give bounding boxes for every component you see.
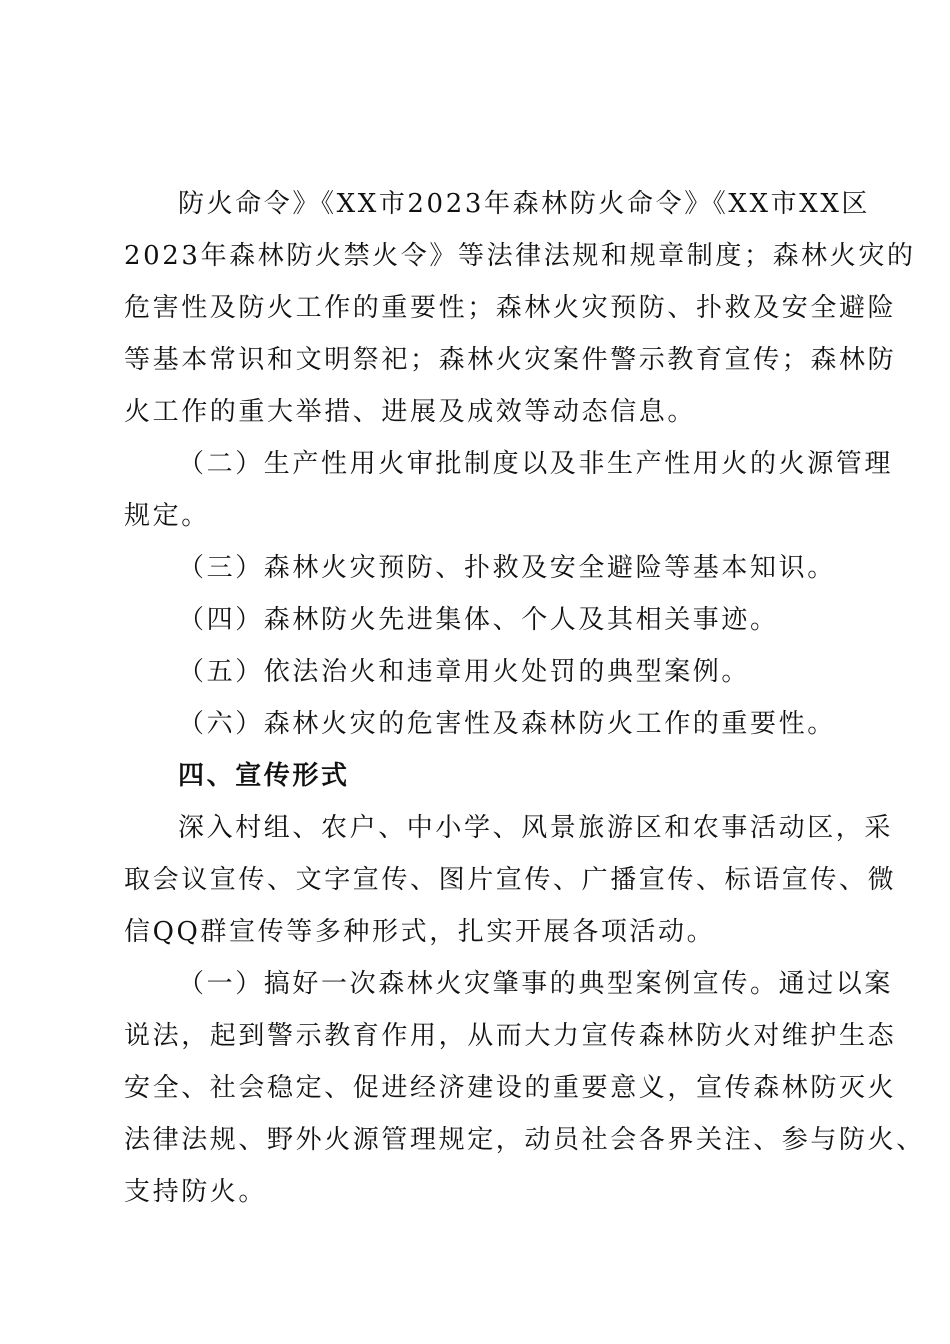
list-item-6: （六）森林火灾的危害性及森林防火工作的重要性。 [178, 709, 836, 739]
section-heading: 四、宣传形式 [178, 761, 350, 791]
text-line-2: 2023年森林防火禁火令》等法律法规和规章制度；森林火灾的 [124, 241, 916, 271]
subsection-line-3: 安全、社会稳定、促进经济建设的重要意义，宣传森林防灭火 [124, 1073, 897, 1103]
subsection-line-5: 支持防火。 [124, 1177, 268, 1207]
text-line-1: 防火命令》《XX市2023年森林防火命令》《XX市XX区 [178, 189, 871, 219]
text-line-5: 火工作的重大举措、进展及成效等动态信息。 [124, 397, 697, 427]
list-item-5: （五）依法治火和违章用火处罚的典型案例。 [178, 657, 751, 687]
subsection-line-2: 说法，起到警示教育作用，从而大力宣传森林防火对维护生态 [124, 1021, 897, 1051]
subsection-line-4: 法律法规、野外火源管理规定，动员社会各界关注、参与防火、 [124, 1125, 925, 1155]
text-line-3: 危害性及防火工作的重要性；森林火灾预防、扑救及安全避险 [124, 293, 897, 323]
document-body [124, 178, 925, 1218]
paragraph-line-3: 信QQ群宣传等多种形式，扎实开展各项活动。 [124, 917, 716, 947]
list-item-2: （二）生产性用火审批制度以及非生产性用火的火源管理 [178, 449, 894, 479]
list-item-3: （三）森林火灾预防、扑救及安全避险等基本知识。 [178, 553, 836, 583]
list-item-2-cont: 规定。 [124, 501, 210, 531]
list-item-4: （四）森林防火先进集体、个人及其相关事迹。 [178, 605, 779, 635]
subsection-line-1: （一）搞好一次森林火灾肇事的典型案例宣传。通过以案 [178, 969, 894, 999]
text-line-4: 等基本常识和文明祭祀；森林火灾案件警示教育宣传；森林防 [124, 345, 897, 375]
paragraph-line-2: 取会议宣传、文字宣传、图片宣传、广播宣传、标语宣传、微 [124, 865, 897, 895]
paragraph-line-1: 深入村组、农户、中小学、风景旅游区和农事活动区，采 [178, 813, 894, 843]
